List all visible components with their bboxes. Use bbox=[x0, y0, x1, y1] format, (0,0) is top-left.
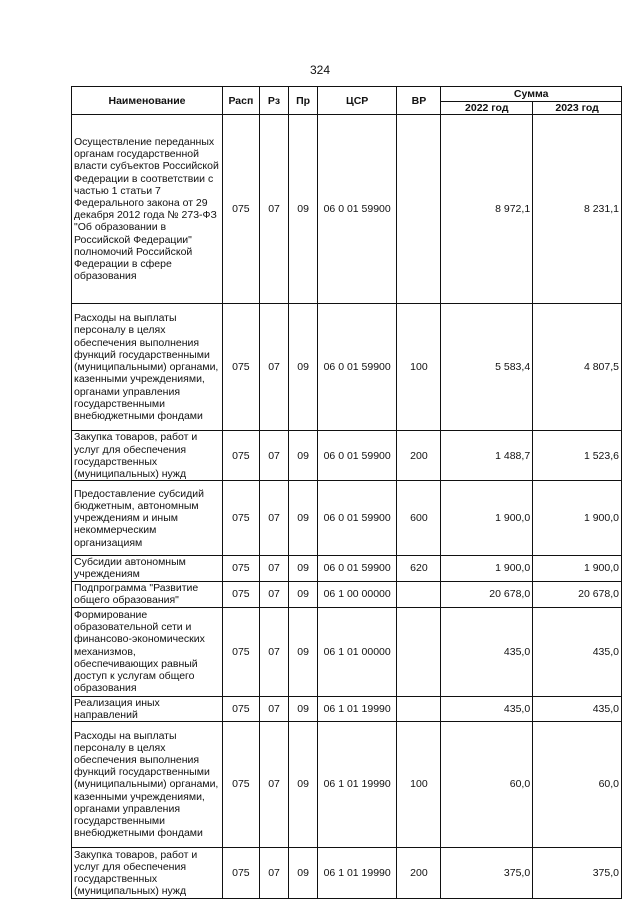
cell-sum-2023: 4 807,5 bbox=[533, 304, 622, 431]
cell-pr: 09 bbox=[289, 115, 318, 304]
header-year-2022: 2022 год bbox=[441, 102, 533, 115]
table-row bbox=[72, 848, 622, 899]
cell-rasp: 075 bbox=[223, 304, 260, 431]
cell-rz: 07 bbox=[259, 581, 289, 607]
header-rasp: Расп bbox=[223, 87, 260, 115]
cell-vr: 200 bbox=[397, 848, 441, 899]
cell-sum-2023: 375,0 bbox=[533, 848, 622, 899]
cell-rasp: 075 bbox=[223, 696, 260, 721]
cell-pr: 09 bbox=[289, 607, 318, 696]
cell-csr: 06 0 01 59900 bbox=[317, 431, 397, 481]
cell-csr: 06 1 01 19990 bbox=[317, 696, 397, 721]
cell-name: Осуществление переданных органам государственной власти субъектов Российской Федерации в соответствии с частью 1 статьи 7 Федерального закона от 29 декабря 2012 года № 273-ФЗ "Об образовании в Российской Федерации" полномочий Российской Федерации в сфере образования bbox=[72, 115, 223, 304]
cell-sum-2022: 435,0 bbox=[441, 696, 533, 721]
cell-csr: 06 1 01 19990 bbox=[317, 722, 397, 848]
cell-vr bbox=[397, 115, 441, 304]
cell-pr: 09 bbox=[289, 848, 318, 899]
cell-rz: 07 bbox=[259, 556, 289, 581]
cell-csr: 06 1 00 00000 bbox=[317, 581, 397, 607]
header-name: Наименование bbox=[72, 87, 223, 115]
cell-pr: 09 bbox=[289, 556, 318, 581]
cell-sum-2023: 20 678,0 bbox=[533, 581, 622, 607]
cell-name: Реализация иных направлений bbox=[72, 696, 223, 721]
cell-rz: 07 bbox=[259, 722, 289, 848]
cell-vr: 100 bbox=[397, 722, 441, 848]
cell-rasp: 075 bbox=[223, 607, 260, 696]
cell-sum-2023: 1 900,0 bbox=[533, 481, 622, 556]
cell-rasp: 075 bbox=[223, 848, 260, 899]
cell-sum-2022: 435,0 bbox=[441, 607, 533, 696]
cell-name: Субсидии автономным учреждениям bbox=[72, 556, 223, 581]
cell-vr: 620 bbox=[397, 556, 441, 581]
cell-rz: 07 bbox=[259, 607, 289, 696]
cell-vr bbox=[397, 607, 441, 696]
cell-name: Расходы на выплаты персоналу в целях обеспечения выполнения функций государственными (муниципальными) органами, казенными учреждениями, органами управления государственными внебюджетными фондами bbox=[72, 304, 223, 431]
cell-csr: 06 0 01 59900 bbox=[317, 115, 397, 304]
cell-sum-2022: 1 900,0 bbox=[441, 481, 533, 556]
cell-sum-2022: 1 900,0 bbox=[441, 556, 533, 581]
cell-sum-2023: 60,0 bbox=[533, 722, 622, 848]
cell-sum-2022: 375,0 bbox=[441, 848, 533, 899]
cell-sum-2022: 8 972,1 bbox=[441, 115, 533, 304]
table-row bbox=[72, 304, 622, 431]
cell-pr: 09 bbox=[289, 581, 318, 607]
cell-pr: 09 bbox=[289, 722, 318, 848]
cell-rasp: 075 bbox=[223, 115, 260, 304]
header-pr: Пр bbox=[289, 87, 318, 115]
cell-pr: 09 bbox=[289, 431, 318, 481]
table-row bbox=[72, 481, 622, 556]
cell-name: Формирование образовательной сети и финансово-экономических механизмов, обеспечивающих равный доступ к услугам общего образования bbox=[72, 607, 223, 696]
cell-name: Подпрограмма "Развитие общего образования" bbox=[72, 581, 223, 607]
cell-rasp: 075 bbox=[223, 556, 260, 581]
cell-sum-2022: 20 678,0 bbox=[441, 581, 533, 607]
cell-vr bbox=[397, 696, 441, 721]
cell-rz: 07 bbox=[259, 481, 289, 556]
cell-name: Расходы на выплаты персоналу в целях обеспечения выполнения функций государственными (муниципальными) органами, казенными учреждениями, органами управления государственными внебюджетными фондами bbox=[72, 722, 223, 848]
cell-csr: 06 0 01 59900 bbox=[317, 556, 397, 581]
table-row bbox=[72, 607, 622, 696]
page-number: 324 bbox=[309, 63, 331, 77]
cell-name: Закупка товаров, работ и услуг для обеспечения государственных (муниципальных) нужд bbox=[72, 431, 223, 481]
cell-name: Предоставление субсидий бюджетным, автономным учреждениям и иным некоммерческим организациям bbox=[72, 481, 223, 556]
header-sum: Сумма bbox=[441, 87, 622, 102]
cell-sum-2022: 60,0 bbox=[441, 722, 533, 848]
cell-sum-2022: 5 583,4 bbox=[441, 304, 533, 431]
cell-rasp: 075 bbox=[223, 581, 260, 607]
cell-rz: 07 bbox=[259, 848, 289, 899]
table-row bbox=[72, 556, 622, 581]
table-row bbox=[72, 115, 622, 304]
cell-vr: 200 bbox=[397, 431, 441, 481]
cell-sum-2023: 8 231,1 bbox=[533, 115, 622, 304]
table-row bbox=[72, 696, 622, 721]
header-year-2023: 2023 год bbox=[533, 102, 622, 115]
header-csr: ЦСР bbox=[317, 87, 397, 115]
cell-pr: 09 bbox=[289, 304, 318, 431]
cell-sum-2023: 435,0 bbox=[533, 607, 622, 696]
cell-rasp: 075 bbox=[223, 481, 260, 556]
table-row bbox=[72, 581, 622, 607]
cell-csr: 06 1 01 19990 bbox=[317, 848, 397, 899]
table-body bbox=[72, 115, 622, 899]
cell-rz: 07 bbox=[259, 115, 289, 304]
cell-vr: 600 bbox=[397, 481, 441, 556]
cell-csr: 06 0 01 59900 bbox=[317, 304, 397, 431]
cell-rasp: 075 bbox=[223, 431, 260, 481]
header-row bbox=[72, 87, 622, 102]
cell-sum-2023: 435,0 bbox=[533, 696, 622, 721]
cell-rz: 07 bbox=[259, 431, 289, 481]
cell-sum-2022: 1 488,7 bbox=[441, 431, 533, 481]
cell-csr: 06 1 01 00000 bbox=[317, 607, 397, 696]
table-row bbox=[72, 722, 622, 848]
budget-table bbox=[71, 86, 622, 899]
header-vr: ВР bbox=[397, 87, 441, 115]
cell-vr: 100 bbox=[397, 304, 441, 431]
cell-csr: 06 0 01 59900 bbox=[317, 481, 397, 556]
header-rz: Рз bbox=[259, 87, 289, 115]
cell-vr bbox=[397, 581, 441, 607]
cell-sum-2023: 1 523,6 bbox=[533, 431, 622, 481]
cell-rasp: 075 bbox=[223, 722, 260, 848]
cell-pr: 09 bbox=[289, 696, 318, 721]
cell-sum-2023: 1 900,0 bbox=[533, 556, 622, 581]
cell-name: Закупка товаров, работ и услуг для обеспечения государственных (муниципальных) нужд bbox=[72, 848, 223, 899]
cell-pr: 09 bbox=[289, 481, 318, 556]
table-row bbox=[72, 431, 622, 481]
cell-rz: 07 bbox=[259, 696, 289, 721]
cell-rz: 07 bbox=[259, 304, 289, 431]
